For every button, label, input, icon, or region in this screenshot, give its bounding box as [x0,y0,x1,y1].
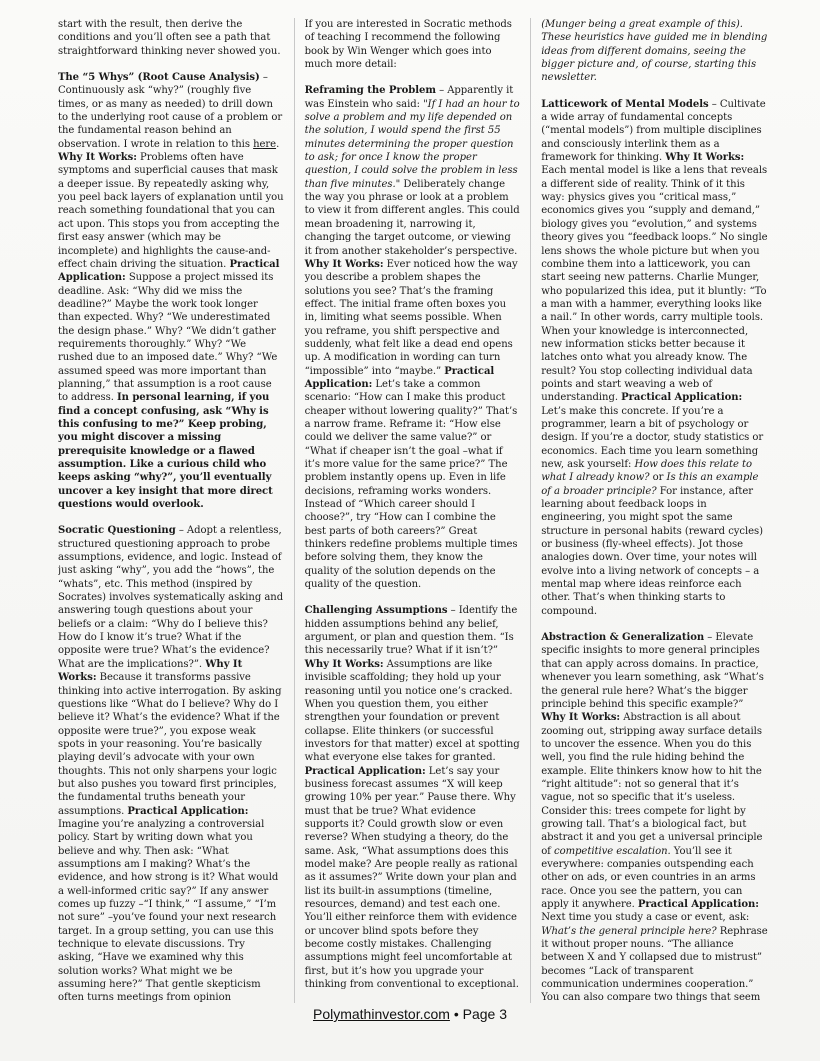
italic-continuation [541,18,768,85]
section-latticework [541,98,768,618]
section-abstraction [541,631,768,1003]
practical-application-label: Practical Application: [127,805,249,817]
three-column-layout [58,18,768,1003]
text: Let’s say your business forecast assumes “X will keep growing 10% per year.” Pause there. Why must that be true? What evidence supports it? Could growth slow or even reverse? When studying a theory, do the same. Ask, “What assumptions does this model make? Are people really as rational as it assumes?” Write down your plan and list its built-in assumptions (timeline, resources, demand) and test each one. You’ll either reinforce them with evidence or uncover blind spots before they become costly mistakes. Challenging assumptions might feel uncomfortable at first, but it’s how you upgrade your thinking from conventional to exceptional. [304,765,519,991]
practical-application-label: Practical Application: [637,899,759,910]
why-it-works-label: Why It Works: [304,258,384,270]
why-it-works-label: Why It Works: [304,658,384,670]
practical-application-label: Practical Application: [621,392,743,404]
text: – Adopt a relentless, structured questioning approach to probe assumptions, evidence, and logic. Instead of just asking “why”, you add the “hows”, the “whats”, etc. This method (inspired by Socrates) involves systematically asking and answering tough questions about your beliefs or a claim: “Why do I believe this? How do I know it’s true? What if the opposite were true? What’s the evidence? What are the implications?”. [58,525,284,670]
heading-abstraction: Abstraction & Generalization [541,632,705,644]
italic-question: Is this an example of a broader principle? [541,472,759,497]
practical-application-label: Practical Application: [304,765,426,777]
italic-text: (Munger being a great example of this). These heuristics have guided me in blending ideas from different domains, seeing the bigger picture and, of course, starting this newsletter. [541,19,768,84]
paragraph-book-intro [305,18,521,71]
site-link[interactable]: Polymathinvestor.com [312,1006,450,1022]
text: – Apparently it was Einstein who said: [304,85,514,110]
heading-assumptions: Challenging Assumptions [304,605,448,617]
intro-text: start with the result, then derive the conditions and you’ll often see a path that straightforward thinking never showed you. [58,19,281,57]
intro-text: If you are interested in Socratic methods of teaching I recommend the following book by Win Wenger which goes into much more detail: [304,19,512,71]
text: – Elevate specific insights to more general principles that can apply across domains. In practice, whenever you learn something, ask “What’s the general rule here? What’s the bigger principle behind this specific example?” [541,632,764,710]
text: Rephrase it without proper nouns. “The alliance between X and Y collapsed due to mistrust” becomes “Lack of transparent communication undermines cooperation.” You can also compare two things that seem [541,925,768,1003]
why-it-works-label: Why It Works: [58,152,137,164]
section-5-whys [58,71,284,511]
why-it-works-label: Why It Works: [541,712,621,724]
text: Abstraction is all about zooming out, stripping away surface details to uncover the essence. When you do this well, you find the rule hiding behind the example. Elite thinkers know how to hit the “right altitude”: not so general that it’s vague, not so specific that it’s useless. Consider this: trees compete for light by growing tall. That’s a biological fact, but abstract it and you get a universal principle of [541,712,763,857]
why-it-works-label: Why It Works: [665,152,745,164]
text: Problems often have symptoms and superficial causes that mask a deeper issue. By repeatedly asking why, you peel back layers of explanation until you reach something foundational that you can act upon. This stops you from accepting the first easy answer (which may be incomplete) and highlights the cause-and-effect chain driving the situation. [58,152,284,270]
heading-5-whys: The “5 Whys” (Root Cause Analysis) [58,72,260,84]
text: Ever noticed how the way you describe a problem shapes the solutions you see? That’s the framing effect. The initial frame often boxes you in, limiting what seems possible. When you reframe, you shift perspective and suddenly, what felt like a dead end opens up. A modification in wording can turn “impossible” into “maybe.” [304,258,518,377]
practical-application-label: Practical Application: [304,365,495,390]
bold-emphasis: In personal learning, if you find a concept confusing, ask “Why is this confusing to me?” Keep probing, you might discover a missing prerequisite knowledge or a flawed assumption. Like a curious child who keeps asking “why?”, you’ll eventually uncover a key insight that more direct questions would overlook. [58,392,273,511]
text: Imagine you’re analyzing a controversial policy. Start by writing down what you believe and why. Then ask: “What assumptions am I making? What’s the evidence, and how strong is it? What would a well-informed critic say?” If any answer comes up fuzzy –“I think,” “I assume,” “I’m not sure” –you’ve found your next research target. In a group setting, you can use this technique to elevate discussions. Try asking, “Have we examined why this solution works? What might we be assuming here?” That gentle skepticism often turns meetings from opinion [58,818,279,1003]
page-footer [0,1006,820,1022]
text: Each mental model is like a lens that reveals a different side of reality. Think of it this way: physics gives you “critical mass,” economics gives you “supply and demand,” biology gives you “evolution,” and systems theory gives you “feedback loops.” No single lens shows the whole picture but when you combine them into a latticework, you can start seeing new patterns. Charlie Munger, who popularized this idea, put it bluntly: “To a man with a hammer, everything looks like a nail.” In other words, carry multiple tools. When your knowledge is interconnected, new information sticks better because it latches onto what you already know. The result? You stop collecting individual data points and start weaving a web of understanding. [541,165,768,404]
section-socratic [58,524,284,1003]
text: Let’s make this concrete. If you’re a programmer, learn a bit of psychology or design. If you’re a doctor, study statistics or economics. Each time you learn something new, ask yourself: [541,405,764,470]
heading-latticework: Latticework of Mental Models [541,98,709,110]
paragraph-intro [58,18,284,58]
text: . [276,138,280,150]
text: . You’ll see it everywhere: companies outspending each other on ads, or even countries in an arms race. Once you see the pattern, you can apply it anywhere. [541,845,756,910]
column-2 [295,18,532,1003]
column-3 [531,18,768,1003]
text: Let’s take a common scenario: “How can I make this product cheaper without lowering quality?” That’s a narrow frame. Reframe it: “How else could we deliver the same value?” or “What if cheaper isn’t the goal –what if it’s more value for the same price?” The problem instantly opens up. Even in life decisions, reframing works wonders. Instead of “Which career should I choose?”, try “How can I combine the best parts of both careers?” Great thinkers redefine problems multiple times before solving them, they know the quality of the solution depends on the quality of the question. [304,378,518,591]
page-number: Page 3 [462,1006,507,1022]
text: Suppose a project missed its deadline. Ask: “Why did we miss the deadline?” Maybe the work took longer than expected. Why? “We underestimated the design phase.” Why? “We didn’t gather requirements thoroughly.” Why? “We rushed due to an imposed date.” Why? “We assumed speed was more important than planning,” that assumption is a root cause to address. [58,272,278,404]
italic-question: What’s the general principle here? [541,925,717,937]
why-it-works-label: Why It Works: [58,658,243,684]
einstein-quote: "If I had an hour to solve a problem and my life depended on the solution, I would spend the first 55 minutes determining the proper question to ask; for once I know the proper question, I could solve the problem in less than five minutes." [304,98,520,190]
section-assumptions [305,604,521,991]
heading-reframing: Reframing the Problem [304,85,436,97]
footer-separator: • [449,1006,463,1022]
section-reframing [305,84,521,591]
text: – Identify the hidden assumptions behind any belief, argument, or plan and question them. “Is this necessarily true? What if it isn’t?” [304,605,518,657]
practical-application-label: Practical Application: [58,258,280,284]
here-link[interactable]: here [253,138,277,150]
italic-term: competitive escalation [554,845,668,857]
text: or [649,472,667,484]
heading-socratic: Socratic Questioning [58,525,176,537]
text: Next time you study a case or event, ask: [541,912,750,924]
text: For instance, after learning about feedback loops in engineering, you might spot the same structure in personal habits (reward cycles) or business (fly-wheel effects). Jot those analogies down. Over time, your notes will evolve into a living network of concepts – a mental map where ideas reinforce each other. That’s when thinking starts to compound. [541,485,764,617]
column-1 [58,18,295,1003]
text: Deliberately change the way you phrase or look at a problem to view it from different angles. This could mean broadening it, narrowing it, changing the target outcome, or viewing it from another stakeholder’s perspective. [304,178,520,257]
text: – Cultivate a wide array of fundamental concepts (“mental models”) from multiple disciplines and consciously interlink them as a framework for thinking. [541,98,766,164]
italic-question: How does this relate to what I already know? [541,459,753,484]
text: Because it transforms passive thinking into active interrogation. By asking questions like “What do I believe? Why do I believe it? What’s the evidence? What if the opposite were true?”, you expose weak spots in your reasoning. You’re basically playing devil’s advocate with your own thoughts. This not only sharpens your logic but also pushes you toward first principles, the fundamental truths beneath your assumptions. [58,672,282,817]
text: – Continuously ask “why?” (roughly five times, or as many as needed) to drill down to the underlying root cause of a problem or the fundamental reason behind an observation. I wrote in relation to this [58,72,283,150]
text: Assumptions are like invisible scaffolding; they hold up your reasoning until you notice one’s cracked. When you question them, you either strengthen your foundation or prevent collapse. Elite thinkers (or successful investors for that matter) excel at spotting what everyone else takes for granted. [304,658,520,764]
